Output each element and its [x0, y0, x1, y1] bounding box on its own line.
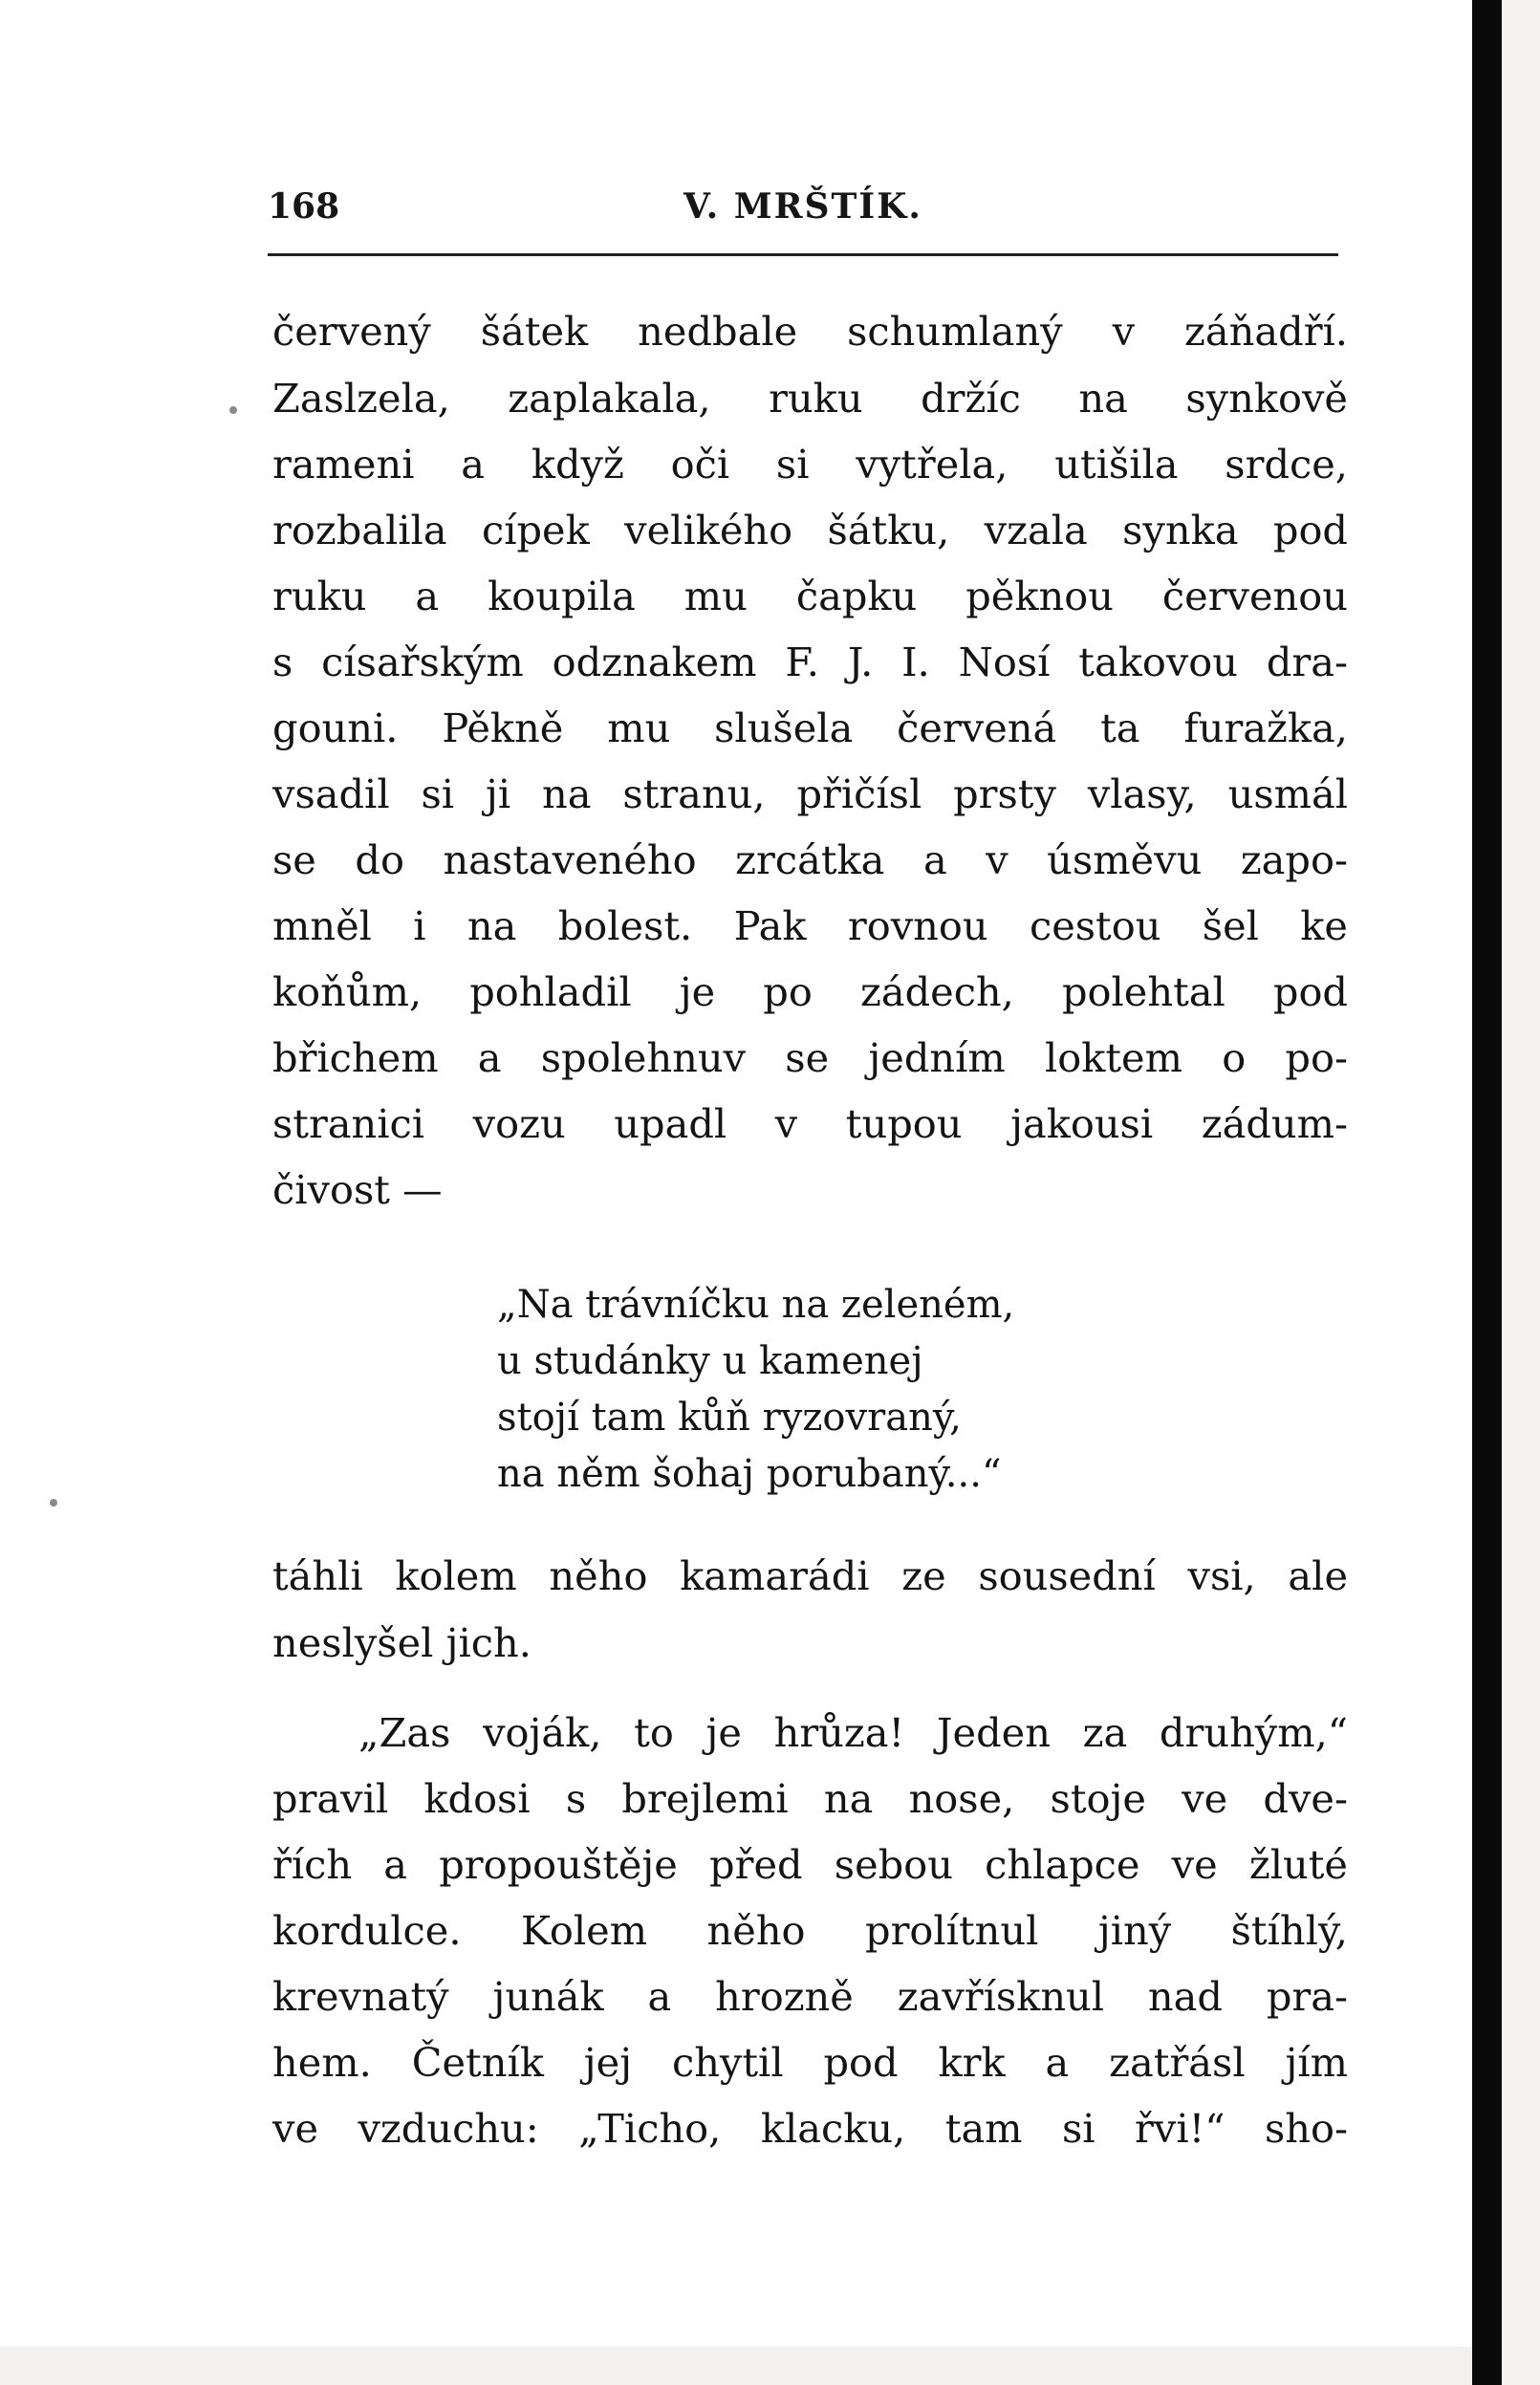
scan-speck	[229, 406, 237, 414]
text-line: řích a propouštěje před sebou chlapce ve žluté	[272, 1841, 1348, 1888]
text-line: rozbalila cípek velikého šátku, vzala synka pod	[272, 507, 1348, 553]
text-line: gouni. Pěkně mu slušela červená ta furažka,	[272, 705, 1348, 751]
header-rule	[268, 253, 1338, 256]
text-line: s císařským odznakem F. J. I. Nosí takovou dra-	[272, 639, 1348, 685]
text-line: čivost —	[272, 1166, 443, 1213]
page-edge-shadow	[1472, 0, 1502, 2385]
verse-line: stojí tam kůň ryzovraný,	[497, 1396, 962, 1440]
text-line: vsadil si ji na stranu, přičísl prsty vlasy, usmál	[272, 770, 1348, 817]
text-line: hem. Četník jej chytil pod krk a zatřásl jím	[272, 2039, 1348, 2086]
page-header	[268, 186, 1338, 244]
verse-line: na něm šohaj porubaný...“	[497, 1452, 1002, 1496]
text-line: červený šátek nedbale schumlaný v záňadří.	[272, 308, 1348, 355]
text-line: krevnatý junák a hrozně zavřísknul nad pra-	[272, 1973, 1348, 2020]
running-title: V. MRŠTÍK.	[683, 186, 922, 227]
page-number: 168	[268, 186, 340, 227]
text-line: rameni a když oči si vytřela, utišila srdce,	[272, 441, 1348, 488]
text-line: pravil kdosi s brejlemi na nose, stoje ve dve-	[272, 1775, 1348, 1822]
text-line: břichem a spolehnuv se jedním loktem o po-	[272, 1034, 1348, 1081]
scan-speck	[50, 1499, 57, 1507]
text-line: mněl i na bolest. Pak rovnou cestou šel ke	[272, 902, 1348, 949]
text-line: Zaslzela, zaplakala, ruku držíc na synkově	[272, 375, 1348, 422]
verse-line: u studánky u kamenej	[497, 1339, 923, 1383]
text-line: neslyšel jich.	[272, 1619, 531, 1666]
text-line: stranici vozu upadl v tupou jakousi zádum-	[272, 1100, 1348, 1147]
text-line: ve vzduchu: „Ticho, klacku, tam si řvi!“ sho-	[272, 2105, 1348, 2152]
text-line: kordulce. Kolem něho prolítnul jiný štíhlý,	[272, 1907, 1348, 1954]
text-line: koňům, pohladil je po zádech, polehtal pod	[272, 968, 1348, 1015]
page-bottom-margin	[0, 2347, 1472, 2385]
text-line: táhli kolem něho kamarádi ze sousední vsi, ale	[272, 1552, 1348, 1599]
verse-line: „Na trávníčku na zeleném,	[497, 1283, 1015, 1327]
adjacent-page-edge	[1502, 0, 1540, 2385]
text-line: „Zas voják, to je hrůza! Jeden za druhým,“	[358, 1709, 1348, 1756]
text-line: ruku a koupila mu čapku pěknou červenou	[272, 573, 1348, 619]
text-line: se do nastaveného zrcátka a v úsměvu zapo-	[272, 836, 1348, 883]
